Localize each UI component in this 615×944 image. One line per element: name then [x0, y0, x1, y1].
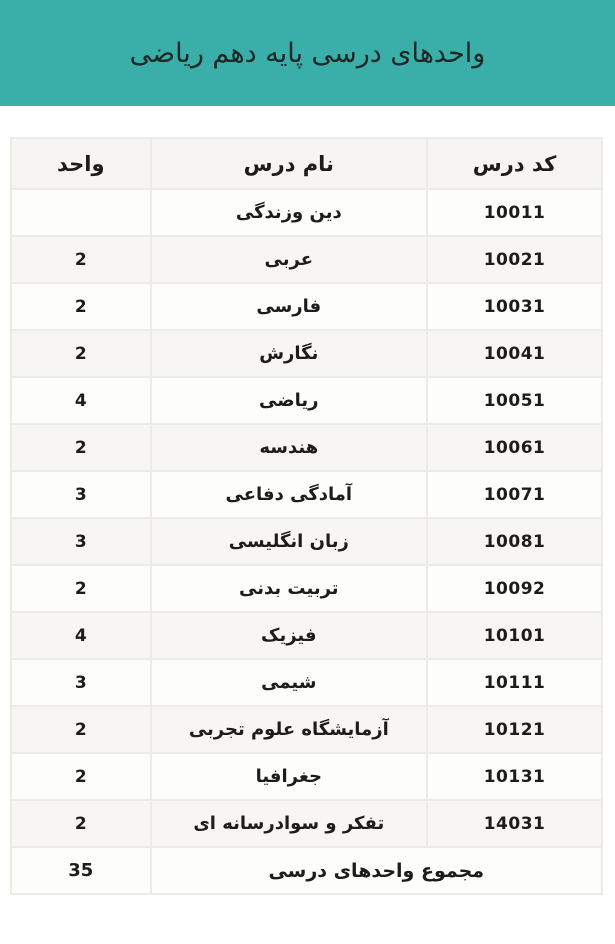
cell-code: 10081	[427, 518, 602, 565]
cell-units: 2	[11, 424, 151, 471]
cell-code: 10101	[427, 612, 602, 659]
cell-code: 10071	[427, 471, 602, 518]
cell-code: 10011	[427, 189, 602, 236]
table-row	[11, 518, 602, 565]
cell-units: 2	[11, 706, 151, 753]
course-units-table	[10, 137, 603, 895]
table-row	[11, 706, 602, 753]
total-row	[11, 847, 602, 894]
cell-units: 2	[11, 753, 151, 800]
cell-code: 10021	[427, 236, 602, 283]
cell-name: زبان انگلیسی	[151, 518, 428, 565]
cell-code: 14031	[427, 800, 602, 847]
cell-units: 4	[11, 377, 151, 424]
cell-code: 10111	[427, 659, 602, 706]
table-row	[11, 283, 602, 330]
header-row	[11, 138, 602, 189]
cell-units: 2	[11, 283, 151, 330]
cell-name: ریاضی	[151, 377, 428, 424]
cell-units: 2	[11, 800, 151, 847]
header-course-code: کد درس	[427, 138, 602, 189]
cell-units: 3	[11, 471, 151, 518]
cell-name: فارسی	[151, 283, 428, 330]
cell-name: نگارش	[151, 330, 428, 377]
cell-name: هندسه	[151, 424, 428, 471]
table-row	[11, 330, 602, 377]
table-row	[11, 424, 602, 471]
table-row	[11, 800, 602, 847]
cell-name: تربیت بدنی	[151, 565, 428, 612]
cell-units	[11, 189, 151, 236]
table-row	[11, 189, 602, 236]
table-row	[11, 471, 602, 518]
table-row	[11, 565, 602, 612]
cell-code: 10131	[427, 753, 602, 800]
page-title: واحدهای درسی پایه دهم ریاضی	[129, 37, 486, 69]
cell-units: 3	[11, 659, 151, 706]
table-footer	[11, 847, 602, 894]
table-row	[11, 236, 602, 283]
course-table-container	[10, 137, 603, 895]
table-row	[11, 612, 602, 659]
table-row	[11, 377, 602, 424]
cell-code: 10051	[427, 377, 602, 424]
cell-code: 10121	[427, 706, 602, 753]
cell-units: 2	[11, 330, 151, 377]
header-course-name: نام درس	[151, 138, 428, 189]
cell-name: تفکر و سوادرسانه ای	[151, 800, 428, 847]
table-row	[11, 753, 602, 800]
cell-name: فیزیک	[151, 612, 428, 659]
table-row	[11, 659, 602, 706]
cell-name: شیمی	[151, 659, 428, 706]
cell-units: 3	[11, 518, 151, 565]
cell-name: آزمایشگاه علوم تجربی	[151, 706, 428, 753]
total-label: مجموع واحدهای درسی	[151, 847, 603, 894]
cell-code: 10031	[427, 283, 602, 330]
header-units: واحد	[11, 138, 151, 189]
cell-code: 10092	[427, 565, 602, 612]
cell-units: 2	[11, 236, 151, 283]
cell-name: آمادگی دفاعی	[151, 471, 428, 518]
cell-code: 10041	[427, 330, 602, 377]
cell-units: 2	[11, 565, 151, 612]
total-units-value: 35	[11, 847, 151, 894]
title-banner	[0, 0, 615, 106]
cell-code: 10061	[427, 424, 602, 471]
table-body	[11, 189, 602, 847]
cell-name: دین وزندگی	[151, 189, 428, 236]
cell-name: جغرافیا	[151, 753, 428, 800]
table-header	[11, 138, 602, 189]
cell-units: 4	[11, 612, 151, 659]
cell-name: عربی	[151, 236, 428, 283]
